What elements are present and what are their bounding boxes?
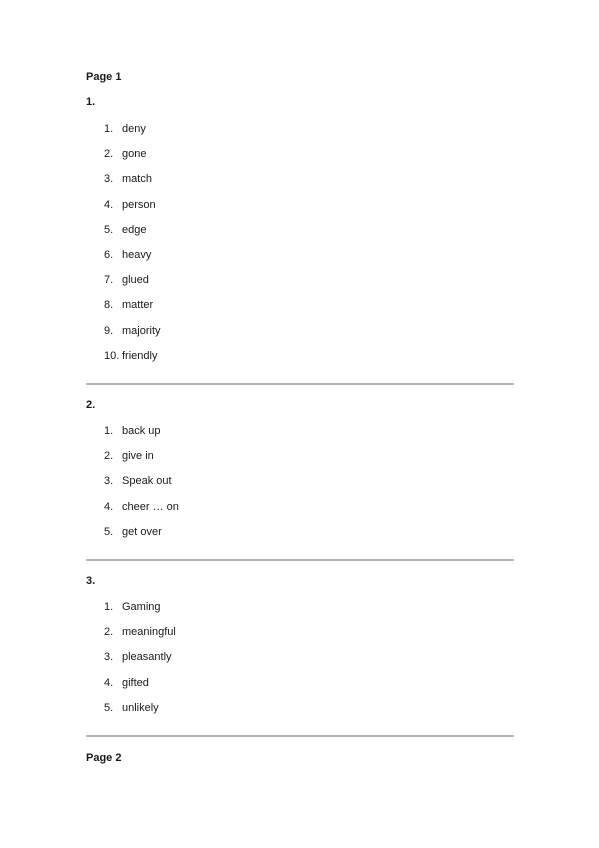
list-item-text: back up: [122, 425, 161, 437]
list-item-text: gone: [122, 148, 147, 161]
list-item-text: unlikely: [122, 701, 159, 714]
list-item-text: pleasantly: [122, 651, 172, 664]
section-3-number: 3.: [86, 575, 96, 587]
list-item-number: 4.: [104, 676, 114, 689]
list-item-number: 7.: [104, 274, 114, 287]
page-2-heading: Page 2: [86, 752, 122, 764]
list-item-text: Gaming: [122, 601, 161, 613]
list-item-text: meaningful: [122, 626, 176, 639]
list-item-number: 2.: [104, 626, 114, 639]
list-item-text: match: [122, 173, 152, 186]
list-item-number: 1.: [104, 425, 114, 437]
section-divider: [86, 735, 514, 737]
list-item-number: 10.: [104, 349, 120, 362]
list-item-number: 1.: [104, 601, 114, 613]
list-item-number: 5.: [104, 223, 114, 236]
list-item-number: 9.: [104, 324, 114, 337]
list-item-number: 5.: [104, 525, 114, 538]
list-item-text: give in: [122, 450, 154, 463]
list-item-text: edge: [122, 223, 147, 236]
page-1-heading: Page 1: [86, 71, 122, 83]
list-item-number: 4.: [104, 198, 114, 211]
list-item-number: 4.: [104, 500, 114, 513]
section-divider: [86, 559, 514, 561]
list-item-text: Speak out: [122, 475, 172, 488]
list-item-number: 3.: [104, 651, 114, 664]
list-item-text: matter: [122, 299, 154, 312]
list-item-text: deny: [122, 123, 146, 135]
section-divider: [86, 383, 514, 385]
list-item-text: gifted: [122, 676, 149, 689]
list-item-text: cheer … on: [122, 500, 179, 513]
list-item-number: 5.: [104, 701, 114, 714]
list-item-text: person: [122, 198, 156, 211]
section-1-number: 1.: [86, 96, 96, 108]
list-item-text: majority: [122, 324, 161, 337]
section-2-number: 2.: [86, 399, 96, 411]
list-item-text: heavy: [122, 248, 152, 261]
list-item-number: 2.: [104, 148, 114, 161]
list-item-number: 8.: [104, 299, 114, 312]
list-item-number: 3.: [104, 475, 114, 488]
list-item-text: glued: [122, 274, 149, 287]
list-item-number: 3.: [104, 173, 114, 186]
list-item-text: get over: [122, 525, 162, 538]
list-item-text: friendly: [122, 349, 158, 362]
list-item-number: 6.: [104, 248, 114, 261]
list-item-number: 2.: [104, 450, 114, 463]
list-item-number: 1.: [104, 123, 114, 135]
